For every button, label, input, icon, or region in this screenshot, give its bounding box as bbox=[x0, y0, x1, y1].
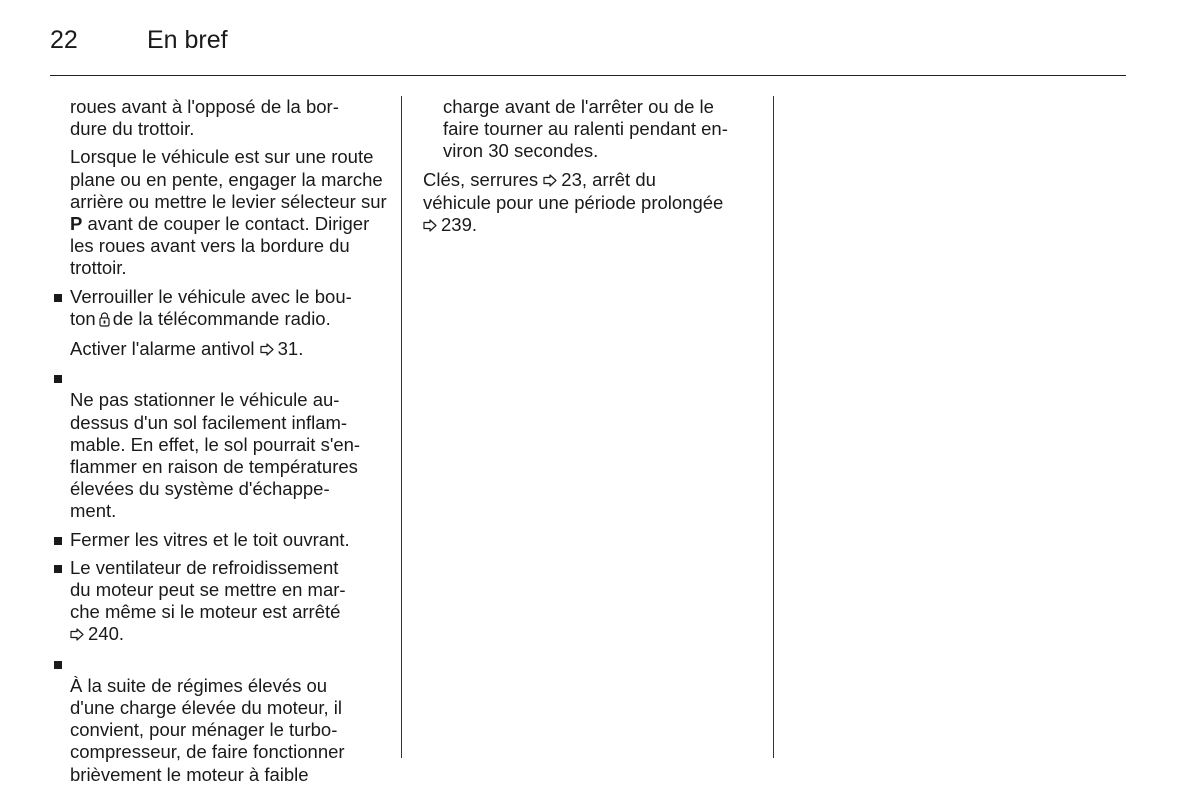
list-item-turbo-cooldown bbox=[70, 653, 392, 786]
list-item-close-windows bbox=[70, 529, 392, 551]
text-column-1 bbox=[70, 96, 392, 792]
list-item-text: Ne pas stationner le véhicule au- dessus d'un sol facilement inflam- mable. En effet, le sol pourrait s'en- flammer en raison de températures élevées du système d'échappe- ment. bbox=[70, 389, 361, 522]
list-item-text: Verrouiller le véhicule avec le bou- ton bbox=[70, 285, 352, 329]
paragraph-cross-references bbox=[423, 169, 758, 238]
gear-p-label: P bbox=[70, 213, 83, 235]
arrow-reference-icon bbox=[423, 215, 437, 237]
page-reference: 31. bbox=[277, 338, 304, 360]
paragraph-text: avant de couper le contact. Diriger les roues avant vers la bordure du trottoir. bbox=[70, 213, 370, 279]
list-item-text: Fermer les vitres et le toit ouvrant. bbox=[70, 528, 350, 550]
list-item-cooling-fan bbox=[70, 557, 392, 647]
list-item-text: Le ventilateur de refroidissement du moteur peut se mettre en mar- che même si le moteur est arrêté bbox=[70, 556, 346, 623]
bullet-square-icon bbox=[54, 294, 62, 302]
page-reference: 239. bbox=[441, 214, 478, 236]
paragraph-text: Lorsque le véhicule est sur une route plane ou en pente, engager la marche arrière ou mettre le levier sélecteur sur bbox=[70, 146, 387, 212]
page-number: 22 bbox=[50, 26, 78, 54]
list-item-text: de la télécommande radio. bbox=[112, 307, 331, 329]
bullet-square-icon bbox=[54, 565, 62, 573]
list-item-text: À la suite de régimes élevés ou d'une charge élevée du moteur, il convient, pour ménager le turbo- compresseur, de faire fonctionner brièvement le moteur à faible bbox=[70, 674, 345, 785]
paragraph-wheels-opposite: roues avant à l'opposé de la bor- dure du trottoir. bbox=[70, 96, 339, 140]
text-column-2 bbox=[423, 96, 758, 243]
arrow-reference-icon bbox=[260, 339, 274, 361]
section-title: En bref bbox=[147, 26, 228, 54]
page-reference: 23, arrêt du véhicule pour une période prolongée bbox=[423, 168, 724, 213]
arrow-reference-icon bbox=[543, 170, 557, 192]
paragraph-text: Clés, serrures bbox=[423, 168, 539, 190]
paragraph-activate-alarm bbox=[70, 338, 392, 361]
paragraph-text: Activer l'alarme antivol bbox=[70, 338, 255, 360]
list-item-lock-vehicle bbox=[70, 286, 392, 332]
column-divider-2 bbox=[773, 96, 774, 758]
column-divider-1 bbox=[401, 96, 402, 758]
bullet-square-icon bbox=[54, 375, 62, 383]
paragraph-slope-parking bbox=[70, 146, 392, 279]
lock-key-icon bbox=[99, 310, 110, 332]
header-divider bbox=[50, 75, 1126, 76]
page-reference: 240. bbox=[88, 623, 125, 645]
paragraph-turbo-continued: charge avant de l'arrêter ou de le faire tourner au ralenti pendant en- viron 30 secondes. bbox=[443, 96, 728, 162]
arrow-reference-icon bbox=[70, 624, 84, 646]
bullet-square-icon bbox=[54, 661, 62, 669]
page-header bbox=[50, 22, 1126, 62]
list-item-flammable-ground bbox=[70, 367, 392, 522]
bullet-square-icon bbox=[54, 537, 62, 545]
